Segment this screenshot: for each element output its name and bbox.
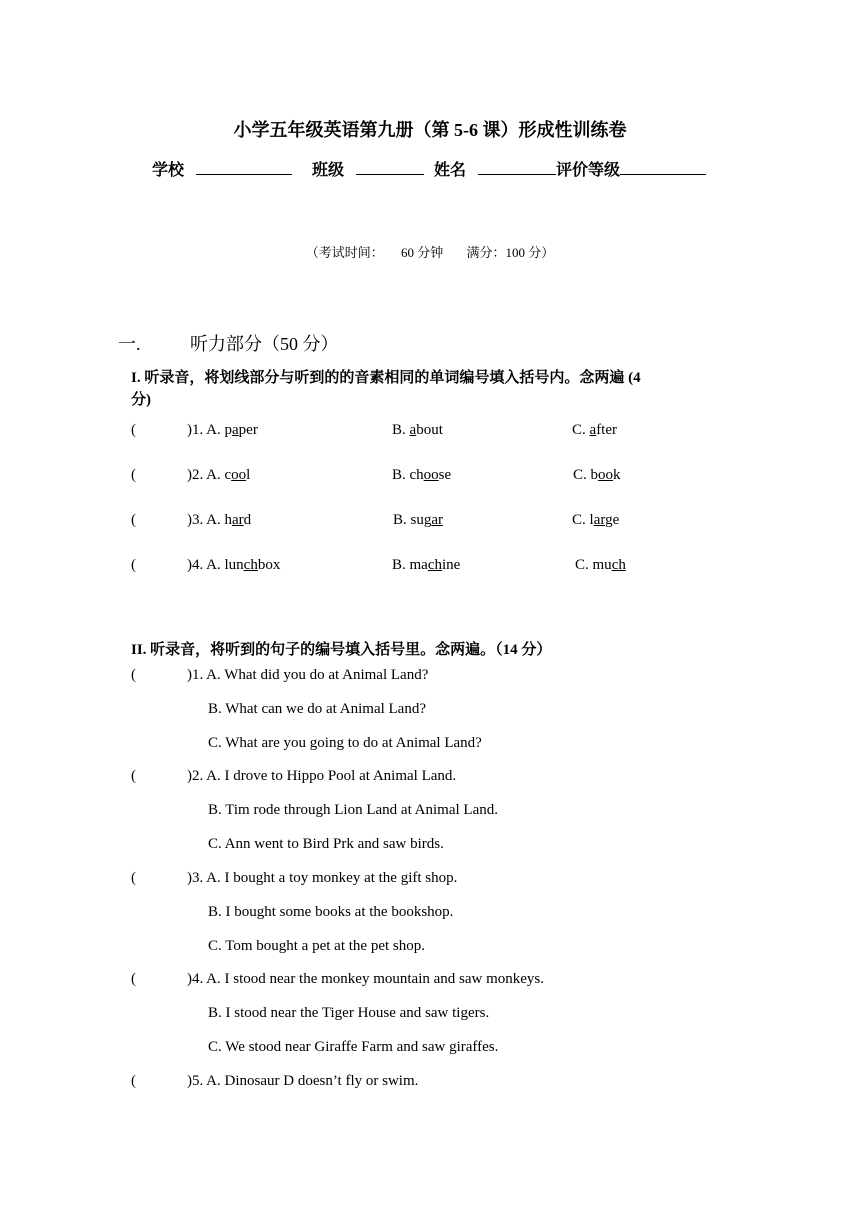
exam-score: 满分：100 分） [466, 245, 555, 260]
option-c: C. We stood near Giraffe Farm and saw giraffes. [208, 1039, 499, 1055]
section-heading [118, 330, 339, 356]
answer-paren[interactable]: ( [131, 971, 136, 987]
option-c: C. What are you going to do at Animal Land? [208, 735, 482, 751]
option-a: )3. A. hard [187, 512, 252, 528]
answer-paren[interactable]: ( [131, 512, 136, 528]
exam-time-label: （考试时间： [305, 245, 384, 260]
answer-paren[interactable]: ( [131, 768, 136, 784]
option-b: B. Tim rode through Lion Land at Animal Land. [208, 802, 498, 818]
class-blank[interactable] [356, 160, 424, 175]
option-c: C. book [573, 467, 621, 483]
grade-label: 评价等级 [556, 162, 621, 179]
school-blank[interactable] [196, 160, 292, 175]
option-b: B. about [392, 422, 443, 438]
answer-paren[interactable]: ( [131, 870, 136, 886]
exam-info [0, 242, 860, 261]
option-c: C. after [572, 422, 618, 438]
option-a: )3. A. I bought a toy monkey at the gift shop. [187, 870, 458, 886]
option-a: )5. A. Dinosaur D doesn’t fly or swim. [187, 1073, 419, 1089]
option-a: )2. A. I drove to Hippo Pool at Animal Land. [187, 768, 457, 784]
option-c: C. Ann went to Bird Prk and saw birds. [208, 836, 444, 852]
option-a: )1. A. paper [187, 422, 258, 438]
option-c: C. Tom bought a pet at the pet shop. [208, 938, 425, 954]
grade-blank[interactable] [620, 160, 706, 175]
student-info-line [152, 157, 706, 180]
option-c: C. large [572, 512, 620, 528]
option-a: )1. A. What did you do at Animal Land? [187, 667, 429, 683]
answer-paren[interactable]: ( [131, 1073, 136, 1089]
section-number: 一. [118, 334, 141, 354]
class-label: 班级 [312, 162, 345, 179]
option-b: B. sugar [393, 512, 443, 528]
option-b: B. choose [392, 467, 452, 483]
option-b: B. What can we do at Animal Land? [208, 701, 426, 717]
option-b: B. I bought some books at the bookshop. [208, 904, 454, 920]
school-label: 学校 [152, 162, 185, 179]
part2-title: II. 听录音，将听到的句子的编号填入括号里。念两遍。（14 分） [131, 642, 552, 658]
section-title: 听力部分（50 分） [190, 334, 339, 354]
option-b: B. I stood near the Tiger House and saw tigers. [208, 1005, 490, 1021]
option-c: C. much [575, 557, 626, 573]
name-label: 姓名 [434, 162, 467, 179]
part1-title-line1: I. 听录音，将划线部分与听到的的音素相同的单词编号填入括号内。念两遍 (4 [131, 370, 641, 386]
answer-paren[interactable]: ( [131, 467, 136, 483]
option-a: )4. A. I stood near the monkey mountain and saw monkeys. [187, 971, 545, 987]
exam-time-value: 60 分钟 [400, 245, 444, 260]
answer-paren[interactable]: ( [131, 422, 136, 438]
option-a: )2. A. cool [187, 467, 251, 483]
part1-title-line2: 分) [131, 392, 151, 408]
answer-paren[interactable]: ( [131, 667, 136, 683]
name-blank[interactable] [478, 160, 556, 175]
option-b: B. machine [392, 557, 461, 573]
answer-paren[interactable]: ( [131, 557, 136, 573]
page-title: 小学五年级英语第九册（第 5-6 课）形成性训练卷 [233, 120, 627, 140]
option-a: )4. A. lunchbox [187, 557, 281, 573]
